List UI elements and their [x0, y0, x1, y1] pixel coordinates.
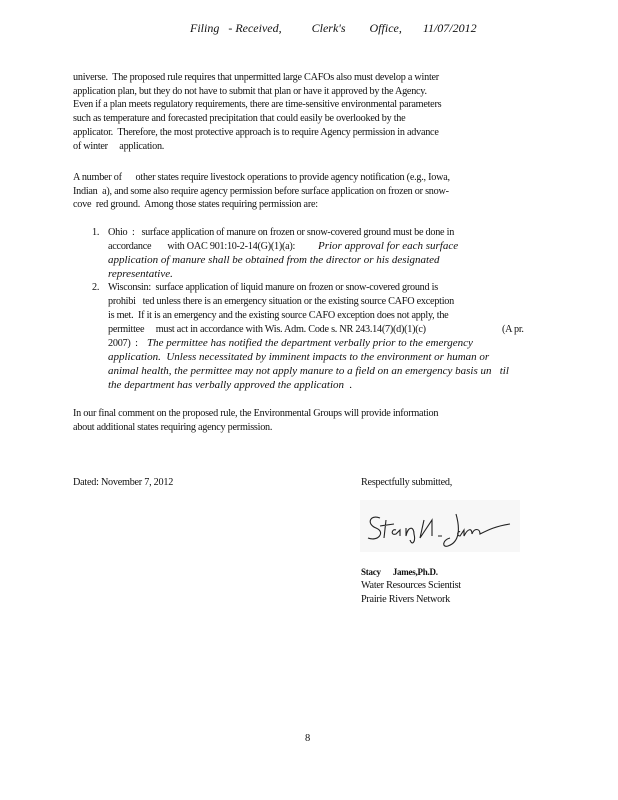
quote-line: representative. — [108, 268, 173, 280]
paragraph-line: Even if a plan meets regulatory requirements, there are time-sensitive environmental parameters — [73, 99, 442, 110]
signer-name: Stacy James,Ph.D. — [361, 567, 438, 577]
paragraph-line: In our final comment on the proposed rule, the Environmental Groups will provide information — [73, 408, 439, 419]
list-line: Ohio : surface application of manure on frozen or snow-covered ground must be done in — [108, 227, 455, 238]
paragraph-line: applicator. Therefore, the most protective approach is to require Agency permission in advance — [73, 127, 439, 138]
quote-line: application. Unless necessitated by imminent impacts to the environment or human or — [108, 351, 490, 363]
list-line: permittee must act in accordance with Wis. Adm. Code s. NR 243.14(7)(d)(1)(c) — [108, 324, 426, 335]
signer-title: Water Resources Scientist — [361, 580, 461, 591]
signer-organization: Prairie Rivers Network — [361, 594, 450, 605]
list-line: accordance with OAC 901:10-2-14(G)(1)(a): — [108, 241, 296, 252]
dated-line: Dated: November 7, 2012 — [73, 477, 174, 488]
quote-line: The permittee has notified the department verbally prior to the emergency — [147, 337, 473, 349]
paragraph-line: universe. The proposed rule requires that unpermitted large CAFOs also must develop a winter — [73, 72, 439, 83]
list-number: 2. — [92, 282, 100, 293]
paragraph-line: A number of other states require livestock operations to provide agency notification (e.g., Iowa, — [73, 172, 450, 183]
list-line: prohibi ted unless there is an emergency situation or the existing source CAFO exception — [108, 296, 454, 307]
paragraph-line: Indian a), and some also require agency permission before surface application on frozen or snow- — [73, 186, 449, 197]
signature-image — [360, 500, 520, 552]
list-line: is met. If it is an emergency and the existing source CAFO exception does not apply, the — [108, 310, 449, 321]
closing-line: Respectfully submitted, — [361, 477, 453, 488]
paragraph-line: of winter application. — [73, 141, 165, 152]
page-number: 8 — [305, 733, 311, 744]
quote-line: the department has verbally approved the application . — [108, 379, 353, 391]
list-line: (A pr. — [502, 324, 524, 335]
list-number: 1. — [92, 227, 100, 238]
quote-line: application of manure shall be obtained from the director or his designated — [108, 254, 440, 266]
quote-line: animal health, the permittee may not apply manure to a field on an emergency basis un til — [108, 365, 509, 377]
paragraph-line: about additional states requiring agency permission. — [73, 422, 273, 433]
filing-header: Filing - Received, Clerk's Office, 11/07/2012 — [190, 21, 477, 35]
quote-line: Prior approval for each surface — [318, 240, 459, 252]
signature — [360, 500, 520, 552]
paragraph-line: such as temperature and forecasted precipitation that could easily be overlooked by the — [73, 113, 406, 124]
list-line: Wisconsin: surface application of liquid manure on frozen or snow-covered ground is — [108, 282, 438, 293]
list-line: 2007) : — [108, 338, 138, 349]
paragraph-line: application plan, but they do not have to submit that plan or have it approved by the Agency. — [73, 86, 427, 97]
paragraph-line: cove red ground. Among those states requiring permission are: — [73, 199, 318, 210]
